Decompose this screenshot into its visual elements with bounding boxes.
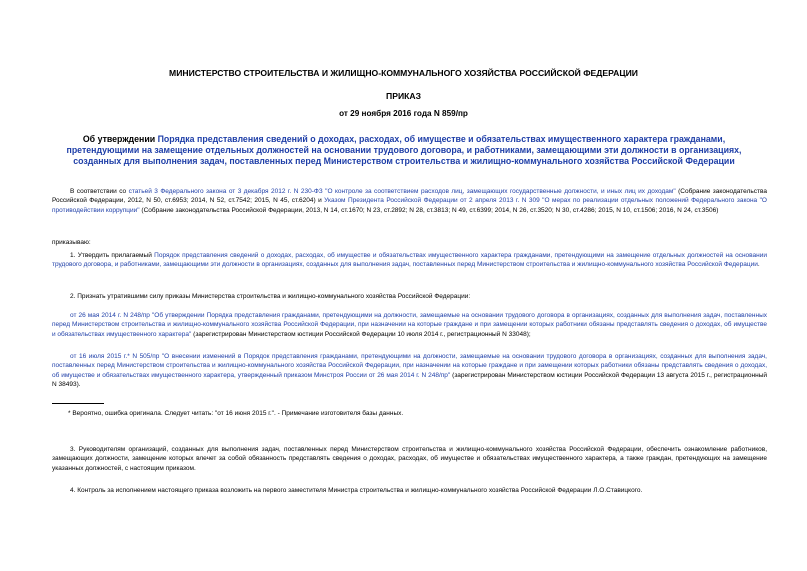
intro-text-2: (Собрание законодательства Российской Федерации, 2012, N 50, ст.6953; 2014, N 52, ст.7542; 2015, N 45, ст.6204) и xyxy=(52,188,767,205)
intro-text-1: В соответствии со xyxy=(70,188,129,195)
title-link[interactable]: Порядка представления сведений о доходах, расходах, об имуществе и обязательствах имущественного характера гражданами, претендующими на замещение отдельных должностей на основании трудового договора, и работниками, замещающими эти должности в организациях, созданных для выполнения задач, поставленных перед Министерством строительства и жилищно-коммунального хозяйства Российской Федерации xyxy=(66,134,742,166)
doc-type-heading: ПРИКАЗ xyxy=(386,91,421,101)
item1-text-2: . xyxy=(757,261,760,269)
ministry-heading: МИНИСТЕРСТВО СТРОИТЕЛЬСТВА И ЖИЛИЩНО-КОММУНАЛЬНОГО ХОЗЯЙСТВА РОССИЙСКОЙ ФЕДЕРАЦИИ xyxy=(169,68,638,78)
title-prefix: Об утверждении xyxy=(82,134,158,144)
item-4: 4. Контроль за исполнением настоящего приказа возложить на первого заместителя Министра строительства и жилищно-коммунального хозяйства Российской Федерации Л.О.Ставицкого. xyxy=(70,487,643,494)
prikazyvayu: приказываю: xyxy=(52,239,91,246)
intro-text-3: (Собрание законодательства Российской Федерации, 2013, N 14, ст.1670; N 23, ст.2892; N 28, ст.3813; N 49, ст.6399; 2014, N 26, ст.3520; N 30, ст.4286; 2015, N 10, ст.1506; 2016, N 24, ст.3506) xyxy=(139,206,719,214)
order-248-link[interactable]: от 26 мая 2014 г. N 248/пр "Об утверждении Порядка представления гражданами, претендующими на должности, замещаемые на основании трудового договора в организациях, созданных для выполнения задач, поставленных перед Министерством строительства и жилищно-коммунального хозяйства Российской Федерации, при назначении на которые граждане и при замещении которых работники обязаны представлять сведения о доходах, об имуществе и обязательствах имущественного характера" xyxy=(52,312,767,338)
intro-paragraph xyxy=(52,187,767,215)
item-2b xyxy=(52,352,767,389)
decree-309-link[interactable]: Указом Президента Российской Федерации от 2 апреля 2013 г. N 309 "О мерах по реализации отдельных положений Федерального закона "О противодействии коррупции" xyxy=(52,197,767,214)
order-title xyxy=(48,134,760,167)
footnote-divider xyxy=(52,403,104,404)
item1-text-1: 1. Утвердить прилагаемый xyxy=(70,252,155,259)
item-2: 2. Признать утратившими силу приказы Министерства строительства и жилищно-коммунального хозяйства Российской Федерации: xyxy=(70,293,471,300)
item2a-text: (зарегистрирован Министерством юстиции Российской Федерации 10 июля 2014 г., регистрационный N 33048); xyxy=(191,330,531,338)
item-1 xyxy=(52,251,767,270)
law-230fz-link[interactable]: статьей 3 Федерального закона от 3 декабря 2012 г. N 230-ФЗ "О контроле за соответствием расходов лиц, замещающих государственные должности, и иных лиц их доходам" xyxy=(128,188,676,195)
footnote: * Вероятно, ошибка оригинала. Следует читать: "от 16 июня 2015 г.". - Примечание изготовителя базы данных. xyxy=(68,410,404,417)
item-3: 3. Руководителям организаций, созданных для выполнения задач, поставленных перед Министерством строительства и жилищно-коммунального хозяйства Российской Федерации, обеспечить ознакомление работников, замещающих должности, замещение которых влечет за собой обязанность представлять сведения о доходах, расходах, об имуществе и обязательствах имущественного характера, а также граждан, претендующих на замещение указанных должностей, с настоящим приказом. xyxy=(52,446,767,472)
item-2a xyxy=(52,311,767,339)
date-number-heading: от 29 ноября 2016 года N 859/пр xyxy=(339,109,468,118)
procedure-link[interactable]: Порядок представления сведений о доходах, расходах, об имуществе и обязательствах имущественного характера гражданами, претендующими на замещение отдельных должностей на основании трудового договора, и работниками, замещающими эти должности в организациях, созданных для выполнения задач, поставленных перед Министерством строительства и жилищно-коммунального хозяйства Российской Федерации xyxy=(52,252,767,269)
order-505-link[interactable]: от 16 июля 2015 г.* N 505/пр "О внесении изменений в Порядок представления гражданами, претендующими на должности, замещаемые на основании трудового договора в организациях, созданных для выполнения задач, поставленных перед Министерством строительства и жилищно-коммунального хозяйства Российской Федерации, при назначении на которые граждане и при замещении которых работники обязаны представлять сведения о доходах, об имуществе и обязательствах имущественного характера, утвержденный приказом Минстроя России от 26 мая 2014 г. N 248/пр" xyxy=(52,353,767,379)
item2b-text: (зарегистрирован Министерством юстиции Российской Федерации 13 августа 2015 г., регистрационный N 38493). xyxy=(52,371,767,388)
